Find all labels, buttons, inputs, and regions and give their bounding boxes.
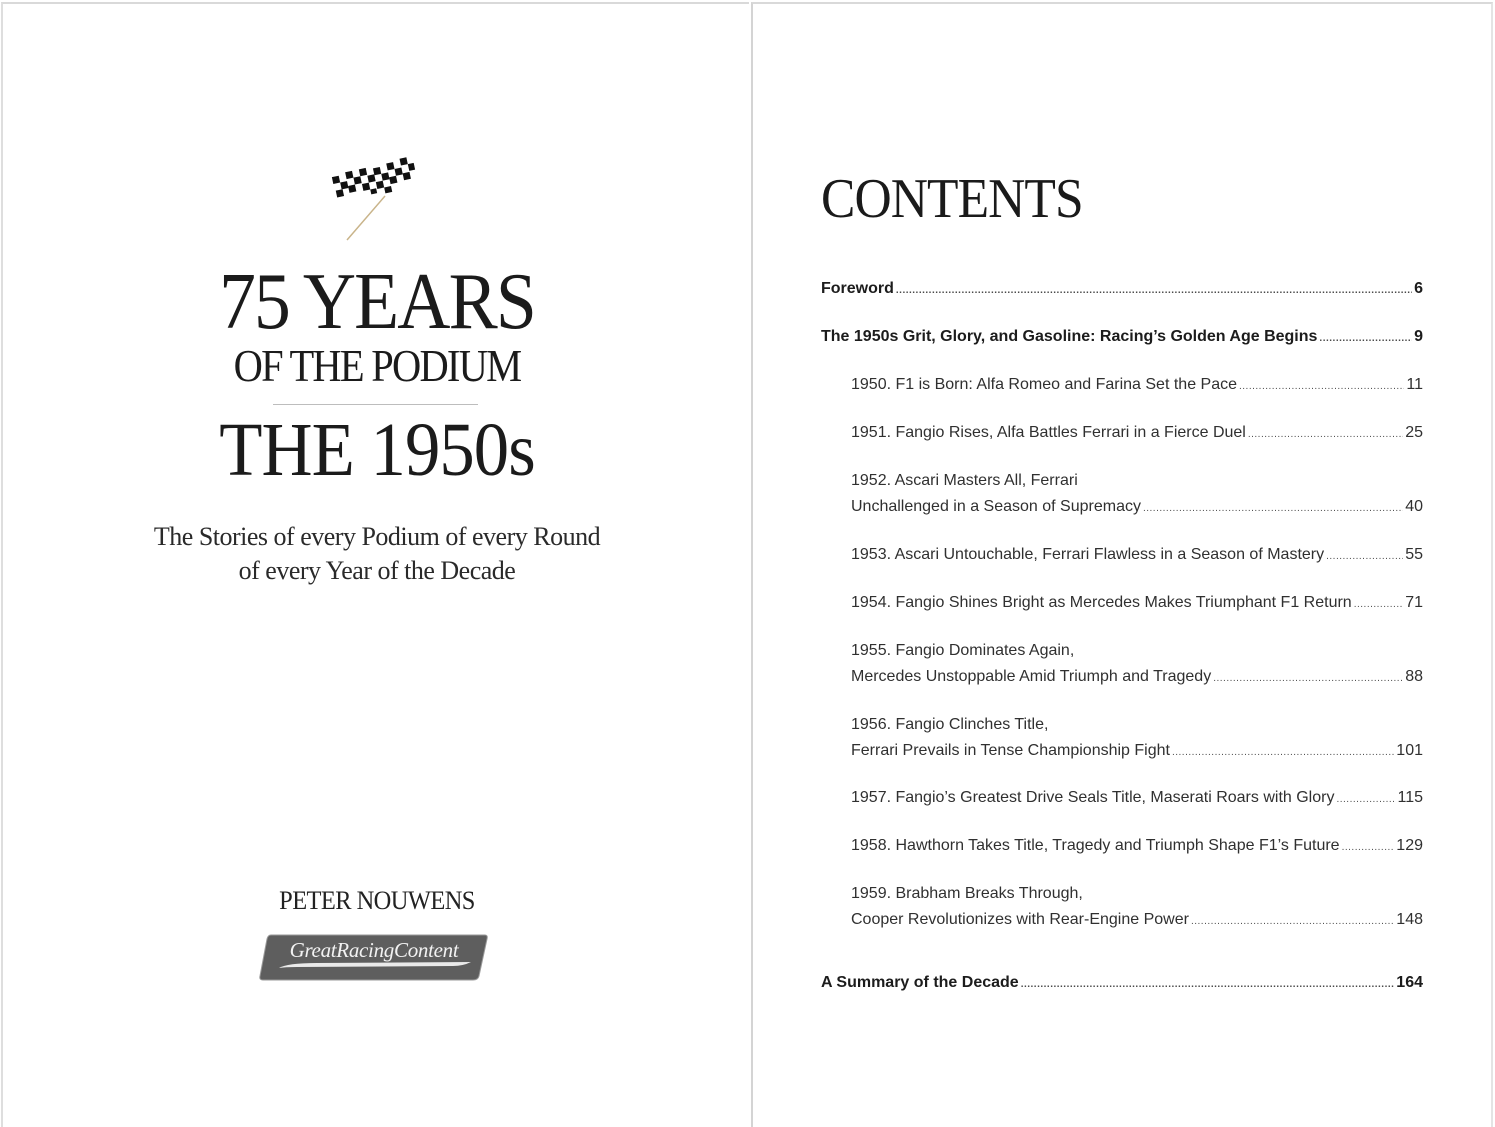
dot-leader — [1239, 374, 1404, 400]
toc-entry-title: 1958. Hawthorn Takes Title, Tragedy and Triumph Shape F1’s Future — [851, 837, 1340, 854]
dot-leader — [1326, 544, 1403, 570]
toc-entry-title: 1954. Fangio Shines Bright as Mercedes Makes Triumphant F1 Return — [851, 594, 1352, 611]
toc-entry-1954[interactable] — [851, 590, 1423, 618]
toc-entry-1958[interactable] — [851, 833, 1423, 861]
toc-page-number: 9 — [1414, 328, 1423, 345]
toc-entry-title-line-1: 1959. Brabham Breaks Through, — [851, 885, 1083, 902]
toc-entry-1950s-intro[interactable] — [821, 324, 1423, 352]
toc-page-number: 88 — [1405, 668, 1423, 685]
toc-entry-1952[interactable] — [851, 468, 1423, 522]
toc-entry-title: Cooper Revolutionizes with Rear-Engine Power — [851, 911, 1189, 928]
toc-page-number: 11 — [1406, 376, 1423, 393]
toc-entry-title: 1953. Ascari Untouchable, Ferrari Flawless in a Season of Mastery — [851, 546, 1325, 563]
toc-page-number: 129 — [1396, 837, 1423, 854]
book-title-line-1: 75 YEARS — [219, 258, 535, 346]
book-title-line-2: OF THE PODIUM — [233, 340, 521, 391]
toc-entry-1956[interactable] — [851, 712, 1423, 766]
toc-entry-1959[interactable] — [851, 881, 1423, 935]
checkered-flag-icon — [325, 154, 425, 242]
contents-heading: CONTENTS — [821, 168, 1083, 230]
dot-leader — [1319, 326, 1412, 352]
toc-entry-1953[interactable] — [851, 542, 1423, 570]
toc-entry-title: Unchallenged in a Season of Supremacy — [851, 498, 1141, 515]
publisher-logo — [257, 932, 489, 984]
toc-page-number: 115 — [1397, 789, 1423, 806]
dot-leader — [1143, 496, 1403, 522]
toc-entry-title: Ferrari Prevails in Tense Championship Fight — [851, 742, 1170, 759]
toc-entry-title: A Summary of the Decade — [821, 974, 1019, 991]
toc-page-number: 6 — [1414, 280, 1423, 297]
toc-entry-1955[interactable] — [851, 638, 1423, 692]
toc-page-number: 101 — [1396, 742, 1423, 759]
toc-entry-title: 1951. Fangio Rises, Alfa Battles Ferrari in a Fierce Duel — [851, 424, 1246, 441]
dot-leader — [896, 278, 1412, 304]
toc-page-number: 40 — [1405, 498, 1423, 515]
toc-entry-title: Foreword — [821, 280, 894, 297]
toc-entry-title-line-1: 1956. Fangio Clinches Title, — [851, 716, 1049, 733]
toc-entry-summary[interactable] — [821, 970, 1423, 998]
dot-leader — [1191, 909, 1394, 935]
book-subtitle — [3, 520, 751, 588]
toc-entry-title: The 1950s Grit, Glory, and Gasoline: Racing’s Golden Age Begins — [821, 328, 1318, 345]
dot-leader — [1336, 787, 1395, 813]
toc-entry-1957[interactable] — [851, 785, 1423, 813]
toc-entry-title: 1957. Fangio’s Greatest Drive Seals Title, Maserati Roars with Glory — [851, 789, 1335, 806]
toc-page-number: 164 — [1396, 974, 1423, 991]
publisher-name: GreatRacingContent — [289, 938, 459, 962]
contents-page — [751, 2, 1493, 1127]
author-name: PETER NOUWENS — [279, 886, 475, 915]
dot-leader — [1172, 740, 1394, 766]
title-page — [1, 2, 749, 1127]
toc-page-number: 71 — [1405, 594, 1423, 611]
toc-entry-title: 1950. F1 is Born: Alfa Romeo and Farina Set the Pace — [851, 376, 1237, 393]
toc-entry-1951[interactable] — [851, 420, 1423, 448]
dot-leader — [1021, 972, 1395, 998]
toc-entry-title-line-1: 1952. Ascari Masters All, Ferrari — [851, 472, 1078, 489]
title-divider — [273, 404, 478, 405]
toc-page-number: 25 — [1405, 424, 1423, 441]
book-title-line-3: THE 1950s — [219, 408, 535, 492]
dot-leader — [1213, 666, 1403, 692]
toc-page-number: 148 — [1396, 911, 1423, 928]
dot-leader — [1354, 592, 1404, 618]
subtitle-line-2: of every Year of the Decade — [238, 556, 516, 585]
toc-entry-title-line-1: 1955. Fangio Dominates Again, — [851, 642, 1075, 659]
toc-entry-title: Mercedes Unstoppable Amid Triumph and Tragedy — [851, 668, 1212, 685]
dot-leader — [1248, 422, 1403, 448]
dot-leader — [1342, 835, 1395, 861]
toc-page-number: 55 — [1405, 546, 1423, 563]
subtitle-line-1: The Stories of every Podium of every Round — [153, 522, 601, 551]
toc-entry-foreword[interactable] — [821, 276, 1423, 304]
toc-entry-1950[interactable] — [851, 372, 1423, 400]
